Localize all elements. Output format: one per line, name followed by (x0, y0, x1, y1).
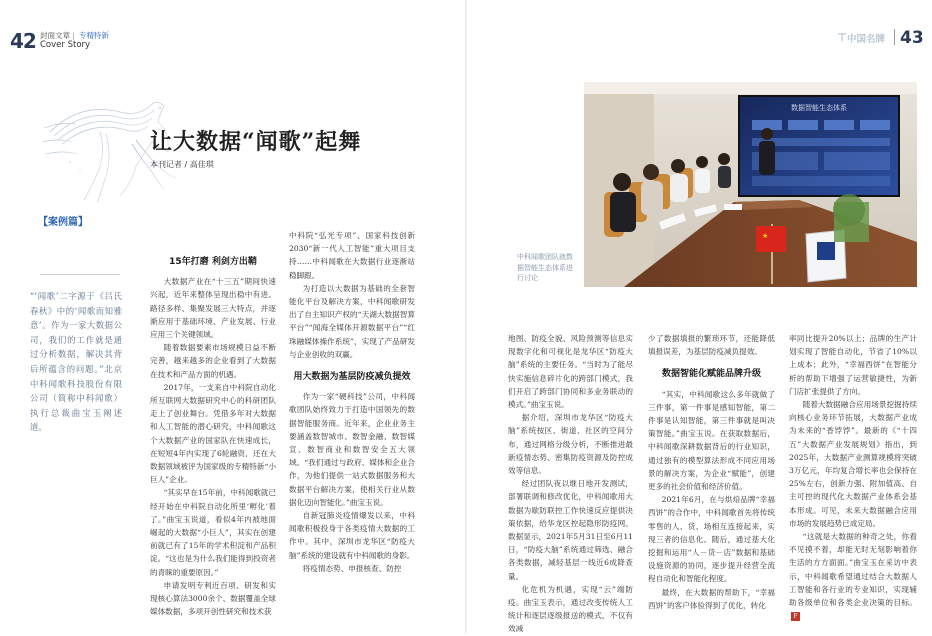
paragraph: 据介绍，深圳市龙华区“防疫大脑”系统按区、街道、社区的空间分布，通过网格分级分析，不断推进最新疫情态势、密集防疫资源及防控成效等信息。 (508, 413, 633, 476)
section-en: Cover Story (40, 40, 91, 50)
right-col-2 (648, 332, 775, 627)
subsection-label: 专精特新 (79, 31, 109, 40)
heading-15-years: 15年打磨 利剑方出鞘 (169, 257, 257, 267)
quote-rule (40, 274, 120, 275)
paragraph: 大数据产业在“十三五”期间快速兴起，近年来整体呈现出稳中有进、路径多样、集聚发展三大特点，并逐渐应用于基础环境、产业发展、行业应用三个关键领域。 (150, 277, 276, 340)
paragraph: 少了数据填报的繁琐环节，还能降低填报误差，为基层防疫减负提效。 (648, 334, 775, 357)
paragraph: 2021年6月，在与烘焙品牌“幸福西饼”的合作中，中科闻歌首先将传统零售的人、货、场相互连接起来，实现三者的信息化。随后，通过基大化挖掘和运用“人－货－店”数据和基础设施资源的协同，逐步提升经营全流程自动化和智能化程度。 (648, 495, 775, 584)
photo-screen-title: 数据智能生态体系 (791, 104, 847, 112)
header-divider (894, 29, 895, 45)
section-divider: | (72, 31, 75, 40)
paragraph: 经过团队夜以继日地开发测试，部署联调和修改优化，中科闻歌用大数据为歇防联控工作快速反应提供决策依据，给华龙区控起隐形防疫网。数据显示，2021年5月31日至6月11日，“防疫大脑”系统通过筛选、融合各类数据，减轻基层一线近6成降查量。 (508, 479, 633, 581)
section-label: 封面文章 (40, 31, 70, 40)
brand-label: 中国名牌 (847, 34, 886, 45)
page-header-left (10, 29, 210, 51)
paragraph: 地图、防疫全貌、风险预测等信息实现数字化和可视化是龙华区“防疫大脑”系统的主要任务。“当时为了能尽快实施信息碎片化的跨部门模式，我们开启了跨部门协同和多业务联动的模式。”曲宝玉说。 (508, 334, 633, 410)
paragraph: 自新冠肺炎疫情爆发以来，中科闻歌积极投身于各类疫情大数据的工作中。其中，深圳市龙华区“防疫大脑”系统的建设就有中科闻歌的身影。 (289, 511, 415, 560)
paragraph: 随着数据要素市场规模日益不断完善，越来越多的企业看到了大数据在技术和产品方面的机遇。 (150, 343, 276, 379)
photo-caption: 中科闻歌团队就数据智能生态体系进行讨论 (517, 253, 573, 282)
right-col-3 (789, 332, 917, 627)
left-page (0, 0, 465, 633)
paragraph: 作为一家“硬科技”公司，中科闻歌团队始终致力于打造中国领先的数据智能服务商。近年来，企业业务主要涵盖数智城市、数智金融、数智媒宣、数智商业和数智安全五大领域。“我们通过与政府、媒体和企业合作，为他们提供一站式数据服务和大数据平台解决方案，使相关行业从数据化迈向智能化。”曲宝玉说。 (289, 392, 415, 507)
paragraph: 率同比提升20%以上；品牌的生产计划实现了智能自动化，节省了10%以上成本；此外，“幸福西饼”在智能分析的帮助下增强了运营敏捷性，为新门店扩张提供了方向。 (789, 334, 917, 396)
right-col-1 (508, 332, 633, 634)
paragraph: 最终，在大数据的帮助下，“幸福西饼”的客户体验得到了优化，转化 (648, 587, 775, 610)
paragraph: 随着大数据融合应用场景挖掘持续向核心业务环节拓展，大数据产业成为未来的“香饽饽”。最新的《“十四五”大数据产业发展规划》指出，到2025年，大数据产业测算规模将突破3万亿元，年均复合增长率也会保持在25%左右，创新力强、附加值高、自主可控的现代化大数据产业体系会基本形成。可见，未来大数据融合应用市场的发展趋势已成定局。 (789, 400, 917, 528)
pull-quote: “‘闻歌’二字源于《吕氏春秋》中的‘闻歌而知雅意’。作为一家大数据公司，我们的工作就是通过分析数据，解决其背后所蕴含的问题。”北京中科闻歌科技股份有限公司（简称中科闻歌）执行总裁曲宝玉阐述道。 (30, 291, 122, 433)
paragraph: 中科院“弘光专项”、国家科技创新2030“新一代人工智能”重大项目支持……中科闻歌在大数据行业逐渐站稳脚跟。 (289, 231, 415, 280)
paragraph: “其实，中科闻歌这么多年就做了三件事，第一件事是感知智能，第二件事是认知智能，第三件事就是叫决策智能。”曲宝玉说。在获取数据后，中科闻歌深耕数据背后的行业知识，通过独有的模型算法形成不同应用场景的解决方案，为企业“赋能”，创建更多的社会价值和经济价值。 (648, 389, 775, 492)
heading-branding: 数据智能化赋能品牌升级 (661, 369, 761, 380)
left-col-1 (150, 252, 276, 627)
svg-text:★: ★ (762, 232, 769, 240)
page-header-right (837, 29, 927, 51)
paragraph: 化危机为机遇，实现“云”端防疫。曲宝玉表示，通过改变传统人工统计和逐层逐级报送的模式，不仅有效减 (508, 584, 633, 634)
case-tag: 【案例篇】 (38, 217, 88, 228)
byline: 本刊记者 / 高佳琪 (150, 160, 214, 169)
paragraph: 2017年，一支来自中科院自动化所互联网大数据研究中心的科研团队走上了创业舞台。凭借多年对大数据和人工智能的潜心研究，中科闻歌这个大数据产业的国家队在快速成长，在短短4年内实现了6轮融资，还在大数据领域被评为国家级的专精特新“小巨人”企业。 (150, 382, 276, 485)
brand-logo-mark: ⊤ (837, 31, 848, 44)
page-number-right: 43 (900, 28, 924, 48)
heading-epidemic: 用大数据为基层防疫减负提效 (293, 372, 411, 383)
paragraph: 为打造以大数据为基础的全套智能化平台及解决方案，中科闻歌研发出了自主知识产权的“天湖大数据智算平台”“闻海全媒体开源数据平台”“红珠融媒体操作系统”，实现了产品研发与企业创收的双赢。 (289, 283, 415, 359)
page-number-left: 42 (10, 29, 36, 53)
paragraph: 将疫情态势、申报核查、防控 (302, 563, 402, 573)
paragraph: 申请发明专利近百项、研发和实现核心算法3000余个、数据覆盖全球媒体数据，多项开创性研究和技术获 (150, 580, 276, 617)
paragraph: “这就是大数据的种奇之处，你看不见摸不着，却能无时无刻影响着你生活的方方面面。”曲宝玉在采访中表示，中科闻歌希望通过结合大数据人工智能和各行业的专业知识，实现辅助各级单位和各类企业决策的目标。F (789, 532, 917, 621)
right-page (467, 0, 932, 633)
meeting-photo (584, 82, 917, 287)
left-col-2 (289, 229, 415, 627)
end-mark-icon: F (791, 612, 800, 621)
paragraph: “其实早在15年前，中科闻歌就已经开始在中科院自动化所里‘孵化’着了。”曲宝玉说道，看似4年内被地面崛起的大数据“小巨人”，其实在创建前就已有了15年的学术积淀和产品积淀。“这也是为什么我们能得到投资者的青睐的重要原因。” (150, 488, 276, 577)
article-title: 让大数据“闻歌”起舞 (150, 129, 362, 155)
